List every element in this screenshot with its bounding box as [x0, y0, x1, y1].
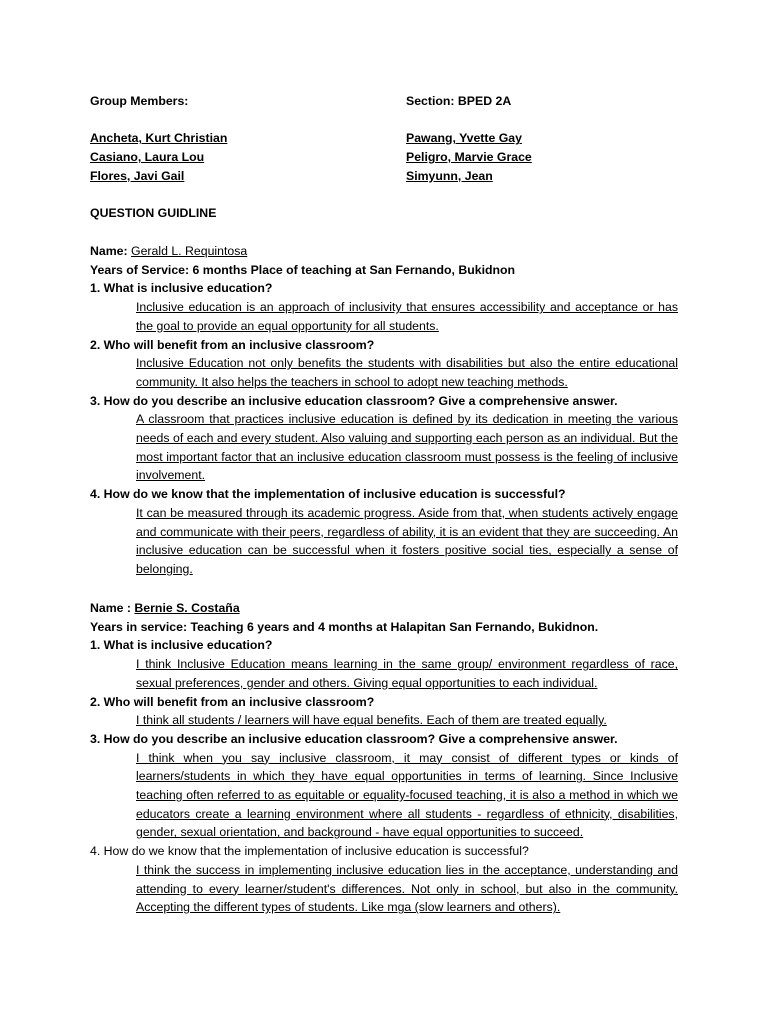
- interviewee-name: Bernie S. Costaña: [134, 601, 240, 615]
- answer: It can be measured through its academic progress. Aside from that, when students actively engage and communicate with their peers, regardless of ability, it is an evident that they are succeeding. An inclusive education can be successful when it fosters positive social ties, especially a sense of belonging.: [136, 505, 678, 576]
- interview-2: [90, 599, 678, 917]
- question: 2. Who will benefit from an inclusive classroom?: [90, 337, 375, 352]
- answer: Inclusive education is an approach of inclusivity that ensures accessibility and acceptance or has the goal to provide an equal opportunity for all students.: [136, 300, 678, 333]
- members-row-3: [90, 167, 678, 186]
- members-row-1: [90, 129, 678, 148]
- question: 4. How do we know that the implementation of inclusive education is successful?: [90, 487, 566, 502]
- header-row: [90, 92, 678, 111]
- group-members-label: Group Members:: [90, 94, 189, 108]
- member-name: Simyunn, Jean: [406, 168, 493, 183]
- member-name: Ancheta, Kurt Christian: [90, 131, 228, 146]
- name-label: Name :: [90, 601, 135, 615]
- answer: I think when you say inclusive classroom, it may consist of different types or kinds of learners/students in which they have equal opportunities in terms of learning. Since Inclusive teaching often referred to as equitable or equality-focused teaching, it is also a method in which we educators create a learning environment where all students - regardless of ethnicity, disabilities, gender, sexual orientation, and background - have equal opportunities to succeed: [136, 750, 678, 840]
- members-row-2: [90, 148, 678, 167]
- question: 2. Who will benefit from an inclusive classroom?: [90, 694, 375, 709]
- question: 1. What is inclusive education?: [90, 638, 273, 653]
- service-line: Years in service: Teaching 6 years and 4 months at Halapitan San Fernando, Bukidnon.: [90, 619, 599, 634]
- answer: I think all students / learners will have equal benefits. Each of them are treated equally.: [136, 713, 607, 728]
- question: 3. How do you describe an inclusive education classroom? Give a comprehensive answer.: [90, 393, 618, 408]
- section-label: Section: BPED 2A: [406, 94, 512, 108]
- interviewee-name-line: [90, 242, 678, 261]
- service-line: Years of Service: 6 months Place of teaching at San Fernando, Bukidnon: [90, 262, 516, 277]
- question: 3. How do you describe an inclusive education classroom? Give a comprehensive answer.: [90, 731, 618, 746]
- question: 1. What is inclusive education?: [90, 281, 273, 296]
- answer-tail: .: [579, 825, 584, 840]
- name-label: Name:: [90, 244, 132, 258]
- question: 4. How do we know that the implementation of inclusive education is successful?: [90, 844, 529, 859]
- interviewee-name-line: [90, 599, 678, 618]
- member-name: Pawang, Yvette Gay: [406, 131, 522, 146]
- member-name: Peligro, Marvie Grace: [406, 150, 532, 165]
- answer: A classroom that practices inclusive education is defined by its dedication in meeting the various needs of each and every student. Also valuing and supporting each person as an individual. But the most important factor that an inclusive education classroom must possess is the feeling of inclusive involvement.: [136, 412, 678, 483]
- interview-1: [90, 242, 678, 579]
- interviewee-name: Gerald L. Requintosa: [131, 244, 248, 258]
- guideline-title: QUESTION GUIDLINE: [90, 206, 217, 221]
- answer: Inclusive Education not only benefits the students with disabilities but also the entire educational community. It also helps the teachers in school to adopt new teaching methods.: [136, 356, 678, 389]
- header-block: [90, 92, 678, 223]
- answer-with-tail: [136, 749, 678, 843]
- answer: I think the success in implementing inclusive education lies in the acceptance, understanding and attending to every learner/student's differences. Not only in school, but also in the community. Accepting the different types of students. Like mga (slow learners and others).: [136, 862, 678, 915]
- member-name: Casiano, Laura Lou: [90, 150, 205, 165]
- member-name: Flores, Javi Gail: [90, 168, 185, 183]
- answer: I think Inclusive Education means learning in the same group/ environment regardless of race, sexual preferences, gender and others. Giving equal opportunities to each individual.: [136, 657, 678, 690]
